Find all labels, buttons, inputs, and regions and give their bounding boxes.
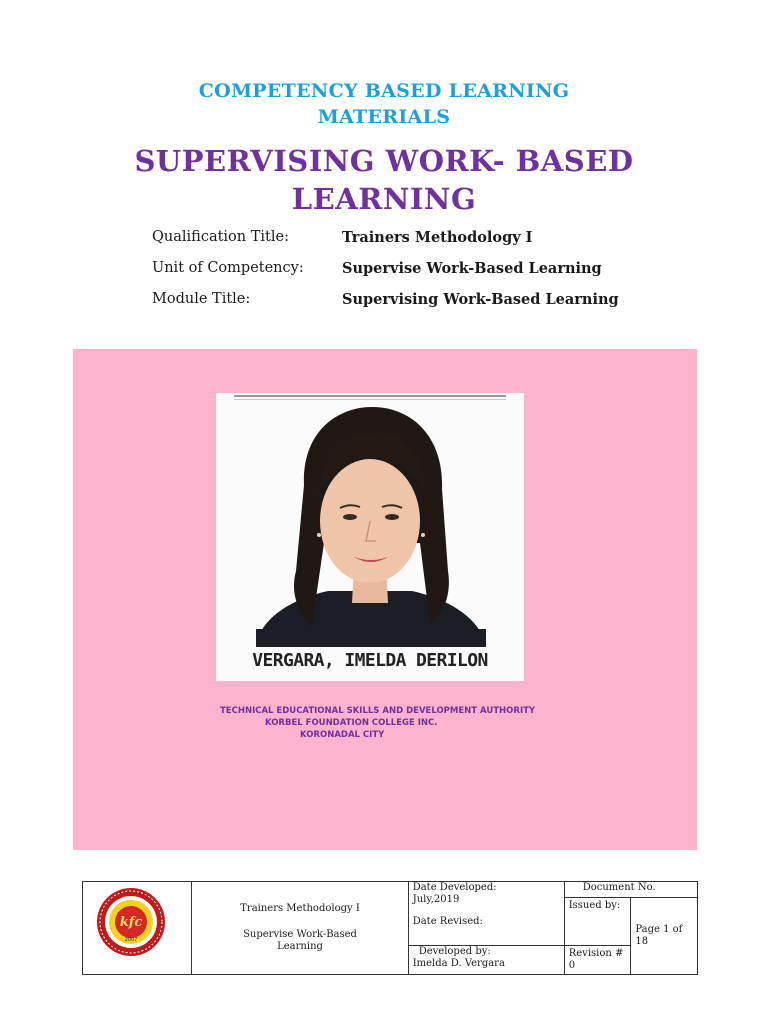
footer-logo-cell bbox=[83, 882, 192, 975]
qualification-value: Trainers Methodology I bbox=[342, 229, 533, 246]
unit-value: Supervise Work-Based Learning bbox=[342, 260, 602, 277]
issued-by-cell bbox=[564, 898, 631, 946]
developed-by-label: Developed by: bbox=[418, 946, 491, 957]
page-cell bbox=[631, 898, 698, 975]
seal-year: 2007 bbox=[124, 937, 138, 943]
unit-label: Unit of Competency: bbox=[152, 260, 304, 276]
module-heading bbox=[0, 142, 768, 218]
author-photo bbox=[216, 393, 524, 681]
qualification-row bbox=[152, 229, 712, 251]
module-row bbox=[152, 291, 712, 313]
issued-by-label: Issued by: bbox=[568, 900, 621, 911]
document-no-label: Document No. bbox=[582, 882, 656, 893]
seal-logo-text: kfc bbox=[119, 915, 143, 930]
photo-caption: VERGARA, IMELDA DERILON bbox=[252, 650, 488, 671]
document-footer-table bbox=[82, 881, 698, 975]
cover-panel bbox=[73, 349, 697, 850]
revision-cell bbox=[564, 946, 631, 975]
date-developed-label: Date Developed: bbox=[412, 882, 497, 893]
date-developed-value: July,2019 bbox=[412, 894, 460, 905]
footer-title-line-2: Supervise Work-Based bbox=[243, 929, 357, 940]
organization-line-1: TECHNICAL EDUCATIONAL SKILLS AND DEVELOPMENT AUTHORITY bbox=[220, 706, 536, 716]
footer-title-cell bbox=[192, 882, 408, 975]
revision-label: Revision # 0 bbox=[568, 948, 624, 971]
unit-row bbox=[152, 260, 712, 282]
developed-by-value: Imelda D. Vergara bbox=[412, 958, 505, 969]
module-heading-line-1: SUPERVISING WORK- BASED bbox=[134, 144, 634, 178]
portrait-image bbox=[216, 393, 524, 681]
page-number: Page 1 of 18 bbox=[635, 924, 683, 947]
footer-title-line-1: Trainers Methodology I bbox=[240, 903, 360, 914]
footer-title-line-3: Learning bbox=[277, 941, 323, 952]
date-revised-label: Date Revised: bbox=[412, 916, 483, 927]
qualification-label: Qualification Title: bbox=[152, 229, 289, 245]
cbl-heading-line-1: COMPETENCY BASED LEARNING bbox=[198, 80, 570, 102]
cbl-heading-line-2: MATERIALS bbox=[317, 106, 451, 128]
organization-line-2: KORBEL FOUNDATION COLLEGE INC. bbox=[265, 718, 438, 728]
module-heading-line-2: LEARNING bbox=[291, 182, 477, 216]
document-no-cell bbox=[564, 882, 697, 898]
module-value: Supervising Work-Based Learning bbox=[342, 291, 619, 308]
cbl-heading bbox=[0, 78, 768, 130]
module-label: Module Title: bbox=[152, 291, 251, 307]
footer-dates-cell bbox=[408, 882, 564, 946]
college-seal-icon bbox=[84, 884, 178, 960]
organization-line-3: KORONADAL CITY bbox=[300, 730, 385, 740]
developed-by-cell bbox=[408, 946, 564, 975]
